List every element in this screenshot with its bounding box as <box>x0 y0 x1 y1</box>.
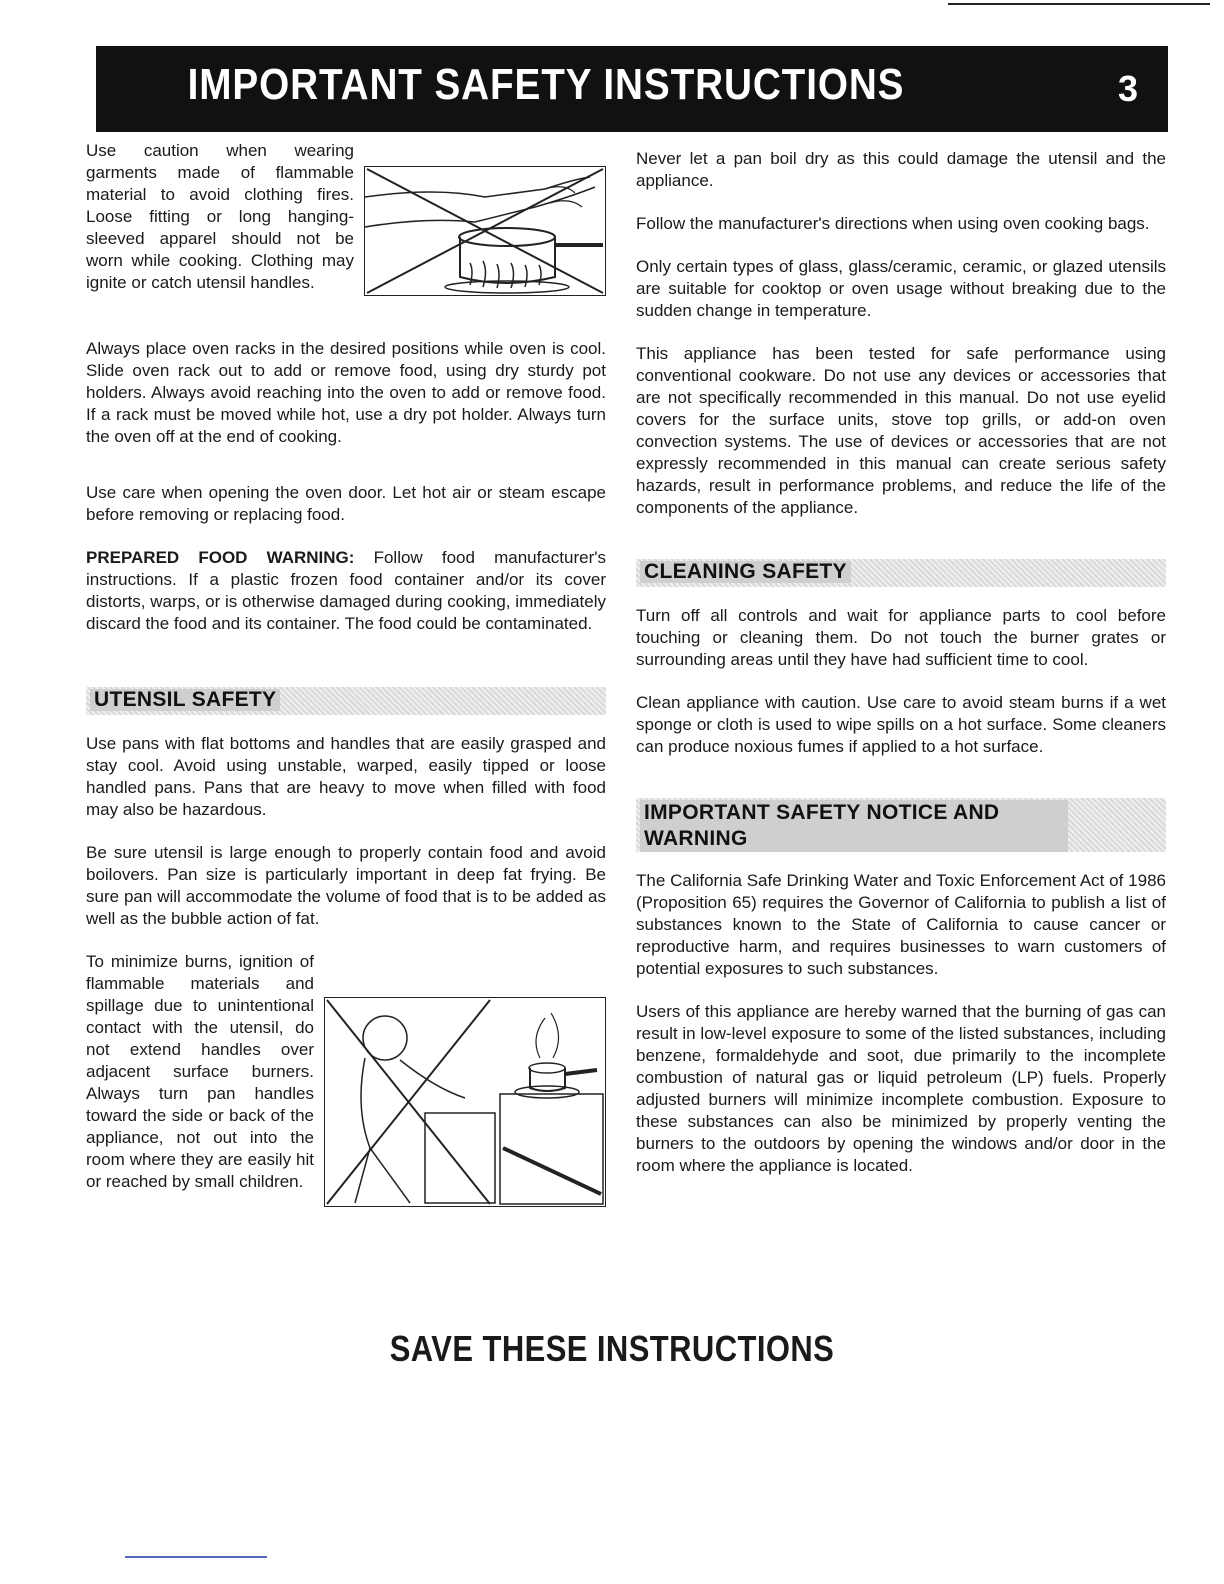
notice-warning-heading-text: IMPORTANT SAFETY NOTICE AND WARNING <box>640 800 1068 852</box>
handles-text: To minimize burns, ignition of flammable materials and spillage due to unintentional contact with the utensil, do not extend handles over adjacent surface burners. Always turn pan handles toward the side or back of the appliance, not out into the room where they are easily hit or reached by small children. <box>86 952 314 1191</box>
boil-dry-text: Never let a pan boil dry as this could damage the utensil and the appliance. <box>636 149 1166 190</box>
tested-cookware-text: This appliance has been tested for safe performance using conventional cookware. Do not use any devices or accessories that are not specifically recommended in this manual. Do not use eyelid covers for the surface units, stove top grills, or add-on oven convection systems. The use of devices or accessories that are not expressly recommended in this manual can create serious safety hazards, result in performance problems, and reduce the life of the components of the appliance. <box>636 344 1166 517</box>
page-title: IMPORTANT SAFETY INSTRUCTIONS <box>187 60 905 109</box>
utensil-safety-heading-text: UTENSIL SAFETY <box>90 689 280 711</box>
clothing-fire-drawing <box>365 167 605 295</box>
prepared-food-warning <box>86 547 606 635</box>
notice-warning-heading <box>636 798 1166 852</box>
page-header <box>96 46 1168 132</box>
oven-racks-text: Always place oven racks in the desired positions while oven is cool. Slide oven rack out to add or remove food, using dry sturdy pot holders. Always avoid reaching into the oven to add or remove food. If a rack must be moved while hot, use a dry pot holder. Always turn the oven off at the end of cooking. <box>86 339 606 446</box>
clothing-text: Use caution when wearing garments made of flammable material to avoid clothing fires. Loose fitting or long hanging-sleeved apparel should not be worn while cooking. Clothing may ignite or catch utensil handles. <box>86 141 354 292</box>
clothing-fire-illustration <box>364 166 606 296</box>
glass-utensils-text: Only certain types of glass, glass/ceramic, ceramic, or glazed utensils are suitable for cooktop or oven usage without breaking due to the sudden change in temperature. <box>636 257 1166 320</box>
cleaning-text-1: Turn off all controls and wait for appliance parts to cool before touching or cleaning them. Do not touch the burner grates or surrounding areas until they have had sufficient time to cool. <box>636 606 1166 669</box>
right-column <box>636 140 1166 1198</box>
proposition-65-text: The California Safe Drinking Water and Toxic Enforcement Act of 1986 (Proposition 65) requires the Governor of California to publish a list of substances known to the State of California to cause cancer or reproductive harm, and requires businesses to warn customers of potential exposures to such substances. <box>636 871 1166 978</box>
clothing-paragraph <box>86 140 606 300</box>
save-instructions: SAVE THESE INSTRUCTIONS <box>389 1328 835 1369</box>
cleaning-text-2: Clean appliance with caution. Use care to avoid steam burns if a wet sponge or cloth is used to wipe spills on a hot surface. Some cleaners can produce noxious fumes if applied to a hot surface. <box>636 693 1166 756</box>
gas-exposure-text: Users of this appliance are hereby warned that the burning of gas can result in low-level exposure to some of the listed substances, including benzene, formaldehyde and soot, due primarily to the incomplete combustion of natural gas or liquid petroleum (LP) fuels. Properly adjusted burners will minimize incomplete combustion. Exposure to these substances can also be minimized by properly venting the burners to the outdoors by opening the windows and/or door in the room where the appliance is located. <box>636 1002 1166 1175</box>
child-reaching-drawing <box>325 998 605 1206</box>
bottom-rule <box>125 1556 267 1558</box>
cleaning-safety-heading-text: CLEANING SAFETY <box>640 561 851 583</box>
utensil-text-2: Be sure utensil is large enough to properly contain food and avoid boilovers. Pan size is particularly important in deep fat frying. Be sure pan will accommodate the volume of food that is to be added as well as the bubble action of fat. <box>86 843 606 928</box>
prepared-food-text: Follow food manufacturer's instructions. If a plastic frozen food container and/or its cover distorts, warps, or is otherwise damaged during cooking, immediately discard the food and its container. The food could be contaminated. <box>86 548 606 633</box>
handles-paragraph <box>86 951 606 1211</box>
child-reaching-illustration <box>324 997 606 1207</box>
oven-door-text: Use care when opening the oven door. Let hot air or steam escape before removing or replacing food. <box>86 483 606 524</box>
top-rule <box>948 3 1210 5</box>
page-number: 3 <box>1117 68 1138 109</box>
utensil-text-1: Use pans with flat bottoms and handles that are easily grasped and stay cool. Avoid using unstable, warped, easily tipped or loose handled pans. Pans that are heavy to move when filled with food may also be hazardous. <box>86 734 606 819</box>
cleaning-safety-heading <box>636 559 1166 587</box>
prepared-food-label: PREPARED FOOD WARNING: <box>86 548 355 567</box>
oven-bags-text: Follow the manufacturer's directions when using oven cooking bags. <box>636 214 1150 233</box>
utensil-safety-heading <box>86 687 606 715</box>
left-column <box>86 140 606 1211</box>
